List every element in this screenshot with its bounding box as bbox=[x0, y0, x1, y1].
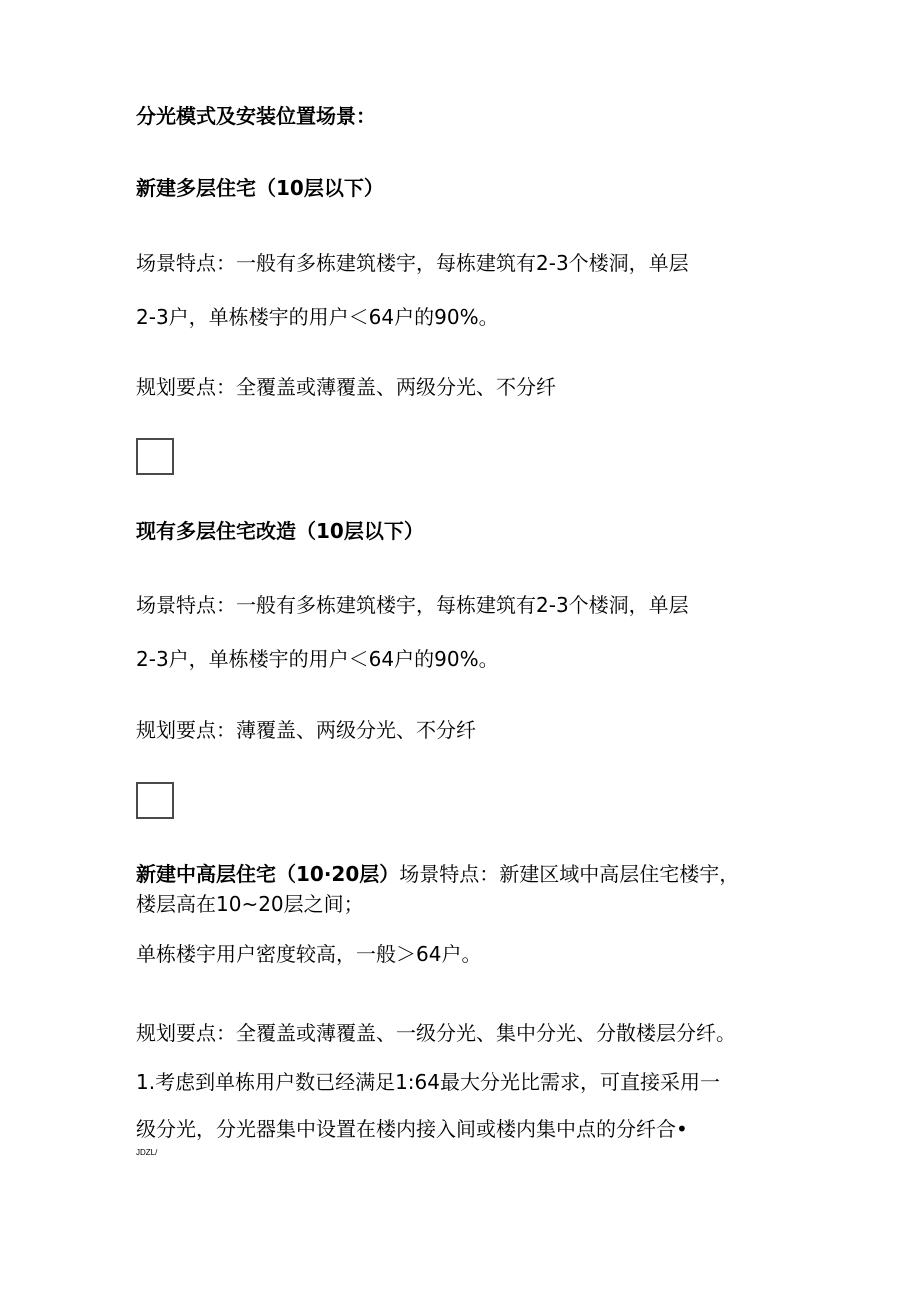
section-3-note-line1: 1.考虑到单栋用户数已经满足1:64最大分光比需求，可直接采用一 bbox=[136, 1070, 720, 1094]
section-2-feature-line2: 2-3户，单栋楼宇的用户＜64户的90%。 bbox=[136, 647, 499, 671]
section-1-feature-line1: 场景特点：一般有多栋建筑楼宇，每栋建筑有2-3个楼洞，单层 bbox=[136, 251, 689, 275]
section-1-feature-line2: 2-3户，单栋楼宇的用户＜64户的90%。 bbox=[136, 305, 499, 329]
section-2-planning: 规划要点：薄覆盖、两级分光、不分纤 bbox=[136, 718, 476, 742]
footer-mark: JDZL/ bbox=[136, 1148, 158, 1157]
section-3-title-line bbox=[136, 861, 739, 887]
section-3-feature-line3: 单栋楼宇用户密度较高，一般＞64户。 bbox=[136, 942, 482, 966]
section-3-title: 新建中高层住宅（10·20层） bbox=[136, 862, 400, 886]
doc-heading: 分光模式及安装位置场景： bbox=[136, 104, 376, 128]
section-1-planning: 规划要点：全覆盖或薄覆盖、两级分光、不分纤 bbox=[136, 375, 556, 399]
image-placeholder-box bbox=[136, 782, 174, 819]
section-2-feature-line1: 场景特点：一般有多栋建筑楼宇，每栋建筑有2-3个楼洞，单层 bbox=[136, 593, 689, 617]
section-3-note-line2: 级分光，分光器集中设置在楼内接入间或楼内集中点的分纤合• bbox=[136, 1117, 688, 1141]
section-3-feature-inline: 场景特点：新建区域中高层住宅楼宇， bbox=[399, 862, 740, 886]
image-placeholder-box bbox=[136, 438, 174, 475]
section-1-title: 新建多层住宅（10层以下） bbox=[136, 176, 384, 200]
section-2-title: 现有多层住宅改造（10层以下） bbox=[136, 519, 424, 543]
section-3-feature-line2: 楼层高在10~20层之间； bbox=[136, 892, 364, 916]
section-3-planning: 规划要点：全覆盖或薄覆盖、一级分光、集中分光、分散楼层分纤。 bbox=[136, 1021, 736, 1045]
